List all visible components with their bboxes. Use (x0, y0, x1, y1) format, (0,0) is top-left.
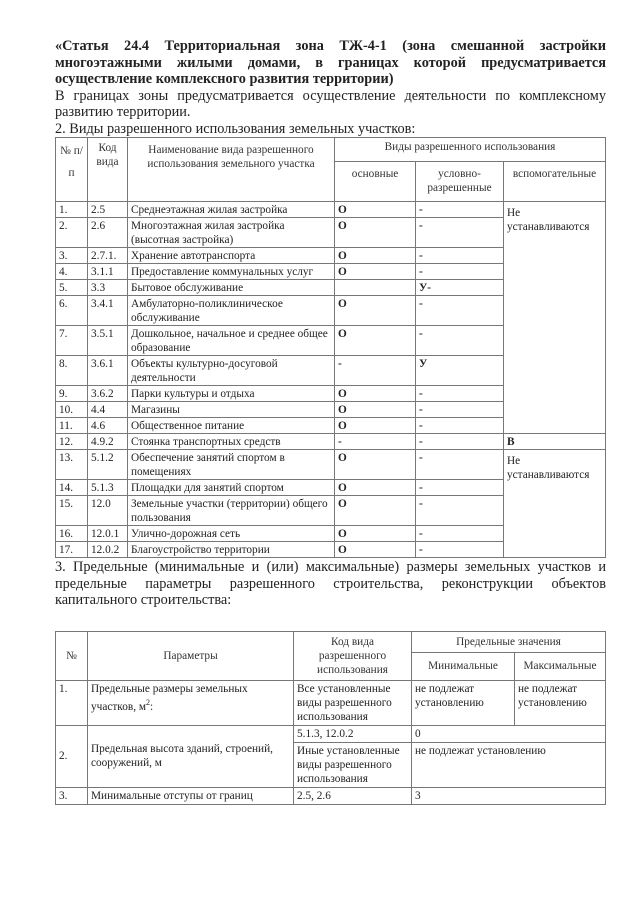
cell-max: не подлежат установлению (515, 680, 606, 725)
header-code: Код вида (88, 138, 128, 202)
heading-line: осуществление комплексного развития территории) (55, 71, 394, 87)
cell-main: О (335, 202, 416, 218)
cell-code: 3.3 (88, 280, 128, 296)
cell-num: 1. (56, 680, 88, 725)
cell-name: Парки культуры и отдыха (128, 386, 335, 402)
cell-name: Амбулаторно-поликлиническое обслуживание (128, 296, 335, 326)
cell-num: 2. (56, 725, 88, 787)
cell-num: 12. (56, 434, 88, 450)
cell-num: 2. (56, 218, 88, 248)
permitted-use-table (55, 137, 606, 558)
cell-num: 16. (56, 526, 88, 542)
header-code: Код вида разрешенного использования (294, 631, 412, 680)
cell-auxiliary: Не устанавливаются (504, 450, 606, 558)
cell-value: 3 (412, 787, 606, 804)
cell-code: 12.0 (88, 496, 128, 526)
cell-code: 3.6.1 (88, 356, 128, 386)
cell-code: 12.0.1 (88, 526, 128, 542)
cell-name: Среднеэтажная жилая застройка (128, 202, 335, 218)
cell-name: Стоянка транспортных средств (128, 434, 335, 450)
cell-conditional: - (416, 496, 504, 526)
param-sup: 2 (146, 697, 150, 707)
table-row (56, 725, 606, 742)
cell-conditional: - (416, 402, 504, 418)
cell-num: 9. (56, 386, 88, 402)
cell-conditional: - (416, 248, 504, 264)
cell-main: О (335, 402, 416, 418)
cell-code: 5.1.3 (88, 480, 128, 496)
cell-main: О (335, 496, 416, 526)
cell-name: Улично-дорожная сеть (128, 526, 335, 542)
cell-code: Иные установленные виды разрешенного использования (294, 742, 412, 787)
cell-main: О (335, 386, 416, 402)
header-auxiliary: вспомогательные (504, 162, 606, 202)
section-2-title: 2. Виды разрешенного использования земельных участков: (55, 120, 416, 137)
cell-conditional: - (416, 386, 504, 402)
cell-code: 5.1.2 (88, 450, 128, 480)
cell-conditional: - (416, 418, 504, 434)
cell-min: не подлежат установлению (412, 680, 515, 725)
cell-name: Предоставление коммунальных услуг (128, 264, 335, 280)
cell-name: Благоустройство территории (128, 542, 335, 558)
cell-conditional: - (416, 450, 504, 480)
cell-main: О (335, 526, 416, 542)
cell-code: 4.6 (88, 418, 128, 434)
cell-conditional: - (416, 480, 504, 496)
section-3-line: 3. Предельные (минимальные и (или) максимальные) размеры земельных участков и (55, 559, 606, 575)
header-num: № (56, 631, 88, 680)
cell-code: 3.1.1 (88, 264, 128, 280)
cell-name: Площадки для занятий спортом (128, 480, 335, 496)
cell-conditional: - (416, 326, 504, 356)
intro-line: развитию территории. (55, 104, 191, 120)
cell-num: 6. (56, 296, 88, 326)
heading-line: «Статья 24.4 Территориальная зона ТЖ-4-1 (зона смешанной застройки (55, 38, 606, 54)
cell-name: Общественное питание (128, 418, 335, 434)
cell-conditional: - (416, 264, 504, 280)
section-3-line: предельные параметры разрешенного строительства, реконструкции объектов (55, 575, 606, 592)
cell-num: 17. (56, 542, 88, 558)
cell-name: Хранение автотранспорта (128, 248, 335, 264)
cell-main: О (335, 218, 416, 248)
cell-main: О (335, 264, 416, 280)
cell-name: Магазины (128, 402, 335, 418)
cell-num: 3. (56, 248, 88, 264)
cell-value: не подлежат установлению (412, 742, 606, 787)
cell-code: 3.4.1 (88, 296, 128, 326)
cell-num: 15. (56, 496, 88, 526)
param-tail: : (150, 700, 154, 713)
cell-code: 2.6 (88, 218, 128, 248)
cell-name: Земельные участки (территории) общего пользования (128, 496, 335, 526)
cell-num: 10. (56, 402, 88, 418)
cell-conditional: - (416, 218, 504, 248)
table-row (56, 202, 606, 218)
cell-code: Все установленные виды разрешенного использования (294, 680, 412, 725)
cell-name: Многоэтажная жилая застройка (высотная застройка) (128, 218, 335, 248)
cell-code: 4.4 (88, 402, 128, 418)
cell-main: О (335, 296, 416, 326)
cell-conditional: У- (416, 280, 504, 296)
cell-num: 3. (56, 787, 88, 804)
header-name: Наименование вида разрешенного использования земельного участка (128, 138, 335, 202)
table-row (56, 434, 606, 450)
table-row (56, 787, 606, 804)
limit-parameters-table (55, 631, 606, 805)
cell-main: О (335, 418, 416, 434)
cell-main: О (335, 450, 416, 480)
intro-line: В границах зоны предусматривается осуществление деятельности по комплексному (55, 87, 606, 104)
cell-param: Минимальные отступы от границ (88, 787, 294, 804)
cell-code: 2.5, 2.6 (294, 787, 412, 804)
cell-num: 13. (56, 450, 88, 480)
cell-name: Бытовое обслуживание (128, 280, 335, 296)
cell-code: 3.6.2 (88, 386, 128, 402)
cell-main: О (335, 480, 416, 496)
cell-main: О (335, 542, 416, 558)
cell-conditional: - (416, 202, 504, 218)
cell-num: 11. (56, 418, 88, 434)
cell-auxiliary: Не устанавливаются (504, 202, 606, 434)
header-params: Параметры (88, 631, 294, 680)
cell-code: 4.9.2 (88, 434, 128, 450)
cell-conditional: - (416, 434, 504, 450)
cell-name: Дошкольное, начальное и среднее общее образование (128, 326, 335, 356)
cell-name: Обеспечение занятий спортом в помещениях (128, 450, 335, 480)
cell-main: О (335, 248, 416, 264)
cell-main: - (335, 356, 416, 386)
section-3-line: капитального строительства: (55, 592, 232, 608)
cell-conditional: - (416, 542, 504, 558)
cell-auxiliary: В (504, 434, 606, 450)
cell-num: 14. (56, 480, 88, 496)
document-page (55, 38, 606, 805)
cell-main: - (335, 434, 416, 450)
table-row (56, 680, 606, 725)
cell-conditional: У (416, 356, 504, 386)
header-use-types: Виды разрешенного использования (335, 138, 606, 162)
header-limits: Предельные значения (412, 631, 606, 652)
cell-conditional: - (416, 526, 504, 542)
section-3-title (55, 559, 606, 609)
cell-code: 12.0.2 (88, 542, 128, 558)
cell-num: 7. (56, 326, 88, 356)
cell-num: 1. (56, 202, 88, 218)
cell-code: 5.1.3, 12.0.2 (294, 725, 412, 742)
heading-line: многоэтажными жилыми домами, в границах которой предусматривается (55, 54, 606, 71)
cell-num: 8. (56, 356, 88, 386)
article-heading (55, 38, 606, 88)
header-num: № п/п (56, 138, 88, 202)
cell-num: 4. (56, 264, 88, 280)
cell-code: 2.7.1. (88, 248, 128, 264)
header-min: Минимальные (412, 652, 515, 680)
cell-param: Предельная высота зданий, строений, сооружений, м (88, 725, 294, 787)
header-max: Максимальные (515, 652, 606, 680)
table-row (56, 450, 606, 480)
header-main: основные (335, 162, 416, 202)
cell-main: О (335, 326, 416, 356)
cell-code: 3.5.1 (88, 326, 128, 356)
cell-main (335, 280, 416, 296)
intro-paragraph (55, 88, 606, 121)
cell-conditional: - (416, 296, 504, 326)
cell-name: Объекты культурно-досуговой деятельности (128, 356, 335, 386)
param-text: Предельные размеры земельных участков, м (91, 682, 248, 713)
cell-param (88, 680, 294, 725)
header-conditional: условно-разрешенные (416, 162, 504, 202)
cell-value: 0 (412, 725, 606, 742)
cell-code: 2.5 (88, 202, 128, 218)
cell-num: 5. (56, 280, 88, 296)
